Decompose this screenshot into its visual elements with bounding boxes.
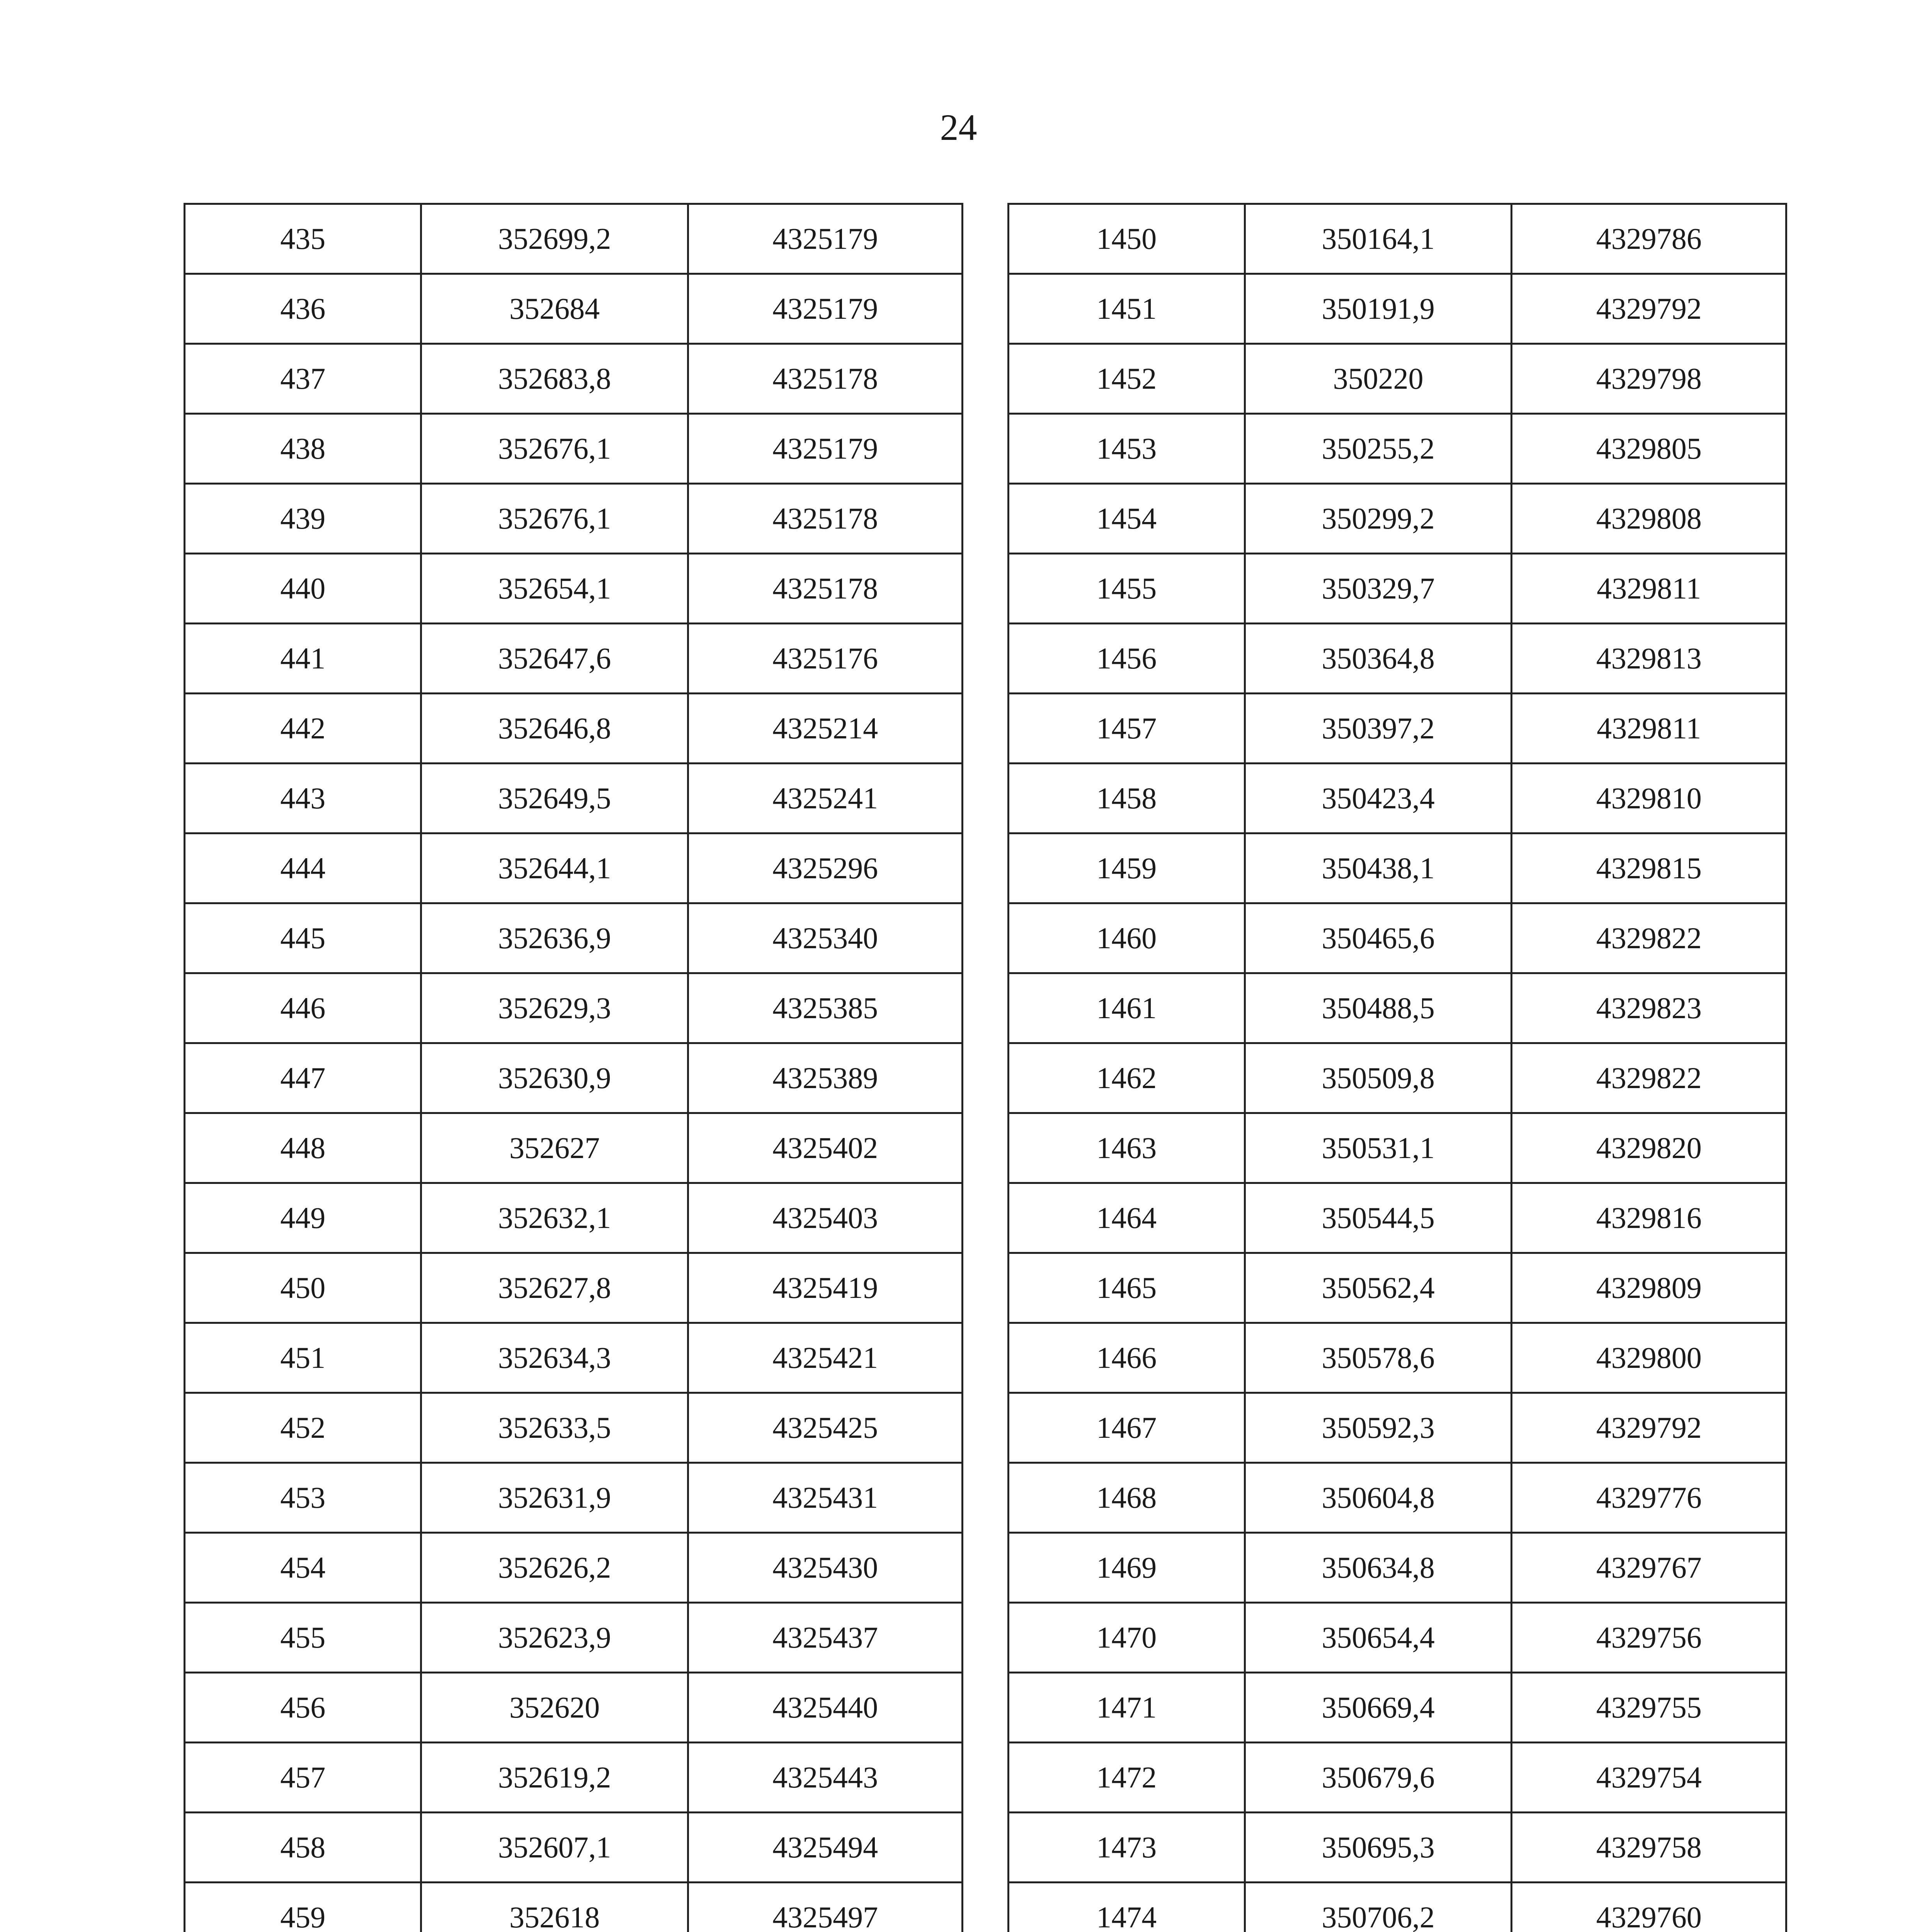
page-number: 24 xyxy=(940,107,977,148)
right-x-coordinate: 350397,2 xyxy=(1245,694,1511,764)
left-x-coordinate: 352684 xyxy=(421,274,688,344)
right-y-coordinate: 4329798 xyxy=(1512,344,1786,414)
table-row xyxy=(185,1253,1786,1323)
left-point-number: 457 xyxy=(185,1743,421,1813)
column-gap xyxy=(963,1533,1008,1603)
right-y-coordinate: 4329767 xyxy=(1512,1533,1786,1603)
right-x-coordinate: 350164,1 xyxy=(1245,204,1511,274)
left-x-coordinate: 352618 xyxy=(421,1883,688,1932)
table-row xyxy=(185,1113,1786,1183)
left-point-number: 442 xyxy=(185,694,421,764)
left-x-coordinate: 352676,1 xyxy=(421,484,688,554)
right-y-coordinate: 4329811 xyxy=(1512,694,1786,764)
column-gap xyxy=(963,833,1008,903)
right-point-number: 1469 xyxy=(1008,1533,1245,1603)
right-point-number: 1473 xyxy=(1008,1813,1245,1883)
right-x-coordinate: 350592,3 xyxy=(1245,1393,1511,1463)
left-y-coordinate: 4325440 xyxy=(688,1673,963,1743)
left-y-coordinate: 4325179 xyxy=(688,274,963,344)
table-row xyxy=(185,1533,1786,1603)
right-point-number: 1452 xyxy=(1008,344,1245,414)
left-x-coordinate: 352623,9 xyxy=(421,1603,688,1673)
left-point-number: 446 xyxy=(185,973,421,1043)
column-gap xyxy=(963,414,1008,484)
right-y-coordinate: 4329792 xyxy=(1512,1393,1786,1463)
left-y-coordinate: 4325179 xyxy=(688,204,963,274)
right-x-coordinate: 350438,1 xyxy=(1245,833,1511,903)
column-gap xyxy=(963,344,1008,414)
left-x-coordinate: 352649,5 xyxy=(421,764,688,833)
left-y-coordinate: 4325437 xyxy=(688,1603,963,1673)
table-row xyxy=(185,1603,1786,1673)
right-x-coordinate: 350706,2 xyxy=(1245,1883,1511,1932)
right-point-number: 1457 xyxy=(1008,694,1245,764)
left-y-coordinate: 4325241 xyxy=(688,764,963,833)
left-point-number: 448 xyxy=(185,1113,421,1183)
column-gap xyxy=(963,1253,1008,1323)
left-x-coordinate: 352629,3 xyxy=(421,973,688,1043)
right-x-coordinate: 350679,6 xyxy=(1245,1743,1511,1813)
right-point-number: 1455 xyxy=(1008,554,1245,624)
table-row xyxy=(185,1673,1786,1743)
column-gap xyxy=(963,1743,1008,1813)
left-point-number: 453 xyxy=(185,1463,421,1533)
left-y-coordinate: 4325178 xyxy=(688,554,963,624)
table-row xyxy=(185,624,1786,694)
right-x-coordinate: 350695,3 xyxy=(1245,1813,1511,1883)
right-x-coordinate: 350364,8 xyxy=(1245,624,1511,694)
right-point-number: 1459 xyxy=(1008,833,1245,903)
right-y-coordinate: 4329815 xyxy=(1512,833,1786,903)
left-point-number: 436 xyxy=(185,274,421,344)
left-point-number: 450 xyxy=(185,1253,421,1323)
right-point-number: 1466 xyxy=(1008,1323,1245,1393)
left-y-coordinate: 4325389 xyxy=(688,1043,963,1113)
column-gap xyxy=(963,1883,1008,1932)
left-y-coordinate: 4325296 xyxy=(688,833,963,903)
left-x-coordinate: 352636,9 xyxy=(421,903,688,973)
right-x-coordinate: 350604,8 xyxy=(1245,1463,1511,1533)
right-point-number: 1464 xyxy=(1008,1183,1245,1253)
right-y-coordinate: 4329786 xyxy=(1512,204,1786,274)
column-gap xyxy=(963,204,1008,274)
left-y-coordinate: 4325430 xyxy=(688,1533,963,1603)
right-y-coordinate: 4329813 xyxy=(1512,624,1786,694)
column-gap xyxy=(963,1113,1008,1183)
left-point-number: 451 xyxy=(185,1323,421,1393)
column-gap xyxy=(963,1673,1008,1743)
column-gap xyxy=(963,1043,1008,1113)
right-y-coordinate: 4329760 xyxy=(1512,1883,1786,1932)
right-x-coordinate: 350544,5 xyxy=(1245,1183,1511,1253)
left-x-coordinate: 352627,8 xyxy=(421,1253,688,1323)
right-x-coordinate: 350488,5 xyxy=(1245,973,1511,1043)
right-y-coordinate: 4329792 xyxy=(1512,274,1786,344)
right-y-coordinate: 4329809 xyxy=(1512,1253,1786,1323)
left-y-coordinate: 4325176 xyxy=(688,624,963,694)
left-x-coordinate: 352676,1 xyxy=(421,414,688,484)
right-point-number: 1471 xyxy=(1008,1673,1245,1743)
table-row xyxy=(185,1743,1786,1813)
right-y-coordinate: 4329811 xyxy=(1512,554,1786,624)
column-gap xyxy=(963,1183,1008,1253)
coordinates-table-body xyxy=(185,204,1786,1932)
right-point-number: 1450 xyxy=(1008,204,1245,274)
left-y-coordinate: 4325497 xyxy=(688,1883,963,1932)
left-point-number: 454 xyxy=(185,1533,421,1603)
right-point-number: 1462 xyxy=(1008,1043,1245,1113)
right-y-coordinate: 4329776 xyxy=(1512,1463,1786,1533)
table-row xyxy=(185,1043,1786,1113)
left-point-number: 438 xyxy=(185,414,421,484)
table-row xyxy=(185,903,1786,973)
right-y-coordinate: 4329758 xyxy=(1512,1813,1786,1883)
left-y-coordinate: 4325443 xyxy=(688,1743,963,1813)
right-point-number: 1458 xyxy=(1008,764,1245,833)
right-point-number: 1460 xyxy=(1008,903,1245,973)
table-row xyxy=(185,414,1786,484)
left-x-coordinate: 352631,9 xyxy=(421,1463,688,1533)
right-x-coordinate: 350255,2 xyxy=(1245,414,1511,484)
right-y-coordinate: 4329822 xyxy=(1512,1043,1786,1113)
right-y-coordinate: 4329816 xyxy=(1512,1183,1786,1253)
left-x-coordinate: 352654,1 xyxy=(421,554,688,624)
table-row xyxy=(185,1393,1786,1463)
right-y-coordinate: 4329805 xyxy=(1512,414,1786,484)
left-x-coordinate: 352699,2 xyxy=(421,204,688,274)
right-point-number: 1463 xyxy=(1008,1113,1245,1183)
left-y-coordinate: 4325340 xyxy=(688,903,963,973)
left-x-coordinate: 352634,3 xyxy=(421,1323,688,1393)
right-point-number: 1468 xyxy=(1008,1463,1245,1533)
table-row xyxy=(185,764,1786,833)
right-x-coordinate: 350531,1 xyxy=(1245,1113,1511,1183)
table-row xyxy=(185,1323,1786,1393)
left-x-coordinate: 352620 xyxy=(421,1673,688,1743)
right-x-coordinate: 350191,9 xyxy=(1245,274,1511,344)
left-y-coordinate: 4325178 xyxy=(688,344,963,414)
coordinates-table xyxy=(184,203,1787,1932)
right-x-coordinate: 350578,6 xyxy=(1245,1323,1511,1393)
table-row xyxy=(185,973,1786,1043)
left-y-coordinate: 4325402 xyxy=(688,1113,963,1183)
table-row xyxy=(185,1883,1786,1932)
left-x-coordinate: 352644,1 xyxy=(421,833,688,903)
right-x-coordinate: 350465,6 xyxy=(1245,903,1511,973)
left-point-number: 449 xyxy=(185,1183,421,1253)
left-y-coordinate: 4325419 xyxy=(688,1253,963,1323)
left-y-coordinate: 4325494 xyxy=(688,1813,963,1883)
left-x-coordinate: 352632,1 xyxy=(421,1183,688,1253)
right-y-coordinate: 4329755 xyxy=(1512,1673,1786,1743)
left-y-coordinate: 4325179 xyxy=(688,414,963,484)
left-y-coordinate: 4325214 xyxy=(688,694,963,764)
right-y-coordinate: 4329810 xyxy=(1512,764,1786,833)
right-x-coordinate: 350423,4 xyxy=(1245,764,1511,833)
right-x-coordinate: 350562,4 xyxy=(1245,1253,1511,1323)
table-row xyxy=(185,554,1786,624)
left-x-coordinate: 352646,8 xyxy=(421,694,688,764)
right-y-coordinate: 4329823 xyxy=(1512,973,1786,1043)
left-point-number: 456 xyxy=(185,1673,421,1743)
right-x-coordinate: 350654,4 xyxy=(1245,1603,1511,1673)
column-gap xyxy=(963,1813,1008,1883)
left-y-coordinate: 4325421 xyxy=(688,1323,963,1393)
column-gap xyxy=(963,554,1008,624)
column-gap xyxy=(963,973,1008,1043)
right-point-number: 1474 xyxy=(1008,1883,1245,1932)
left-x-coordinate: 352683,8 xyxy=(421,344,688,414)
column-gap xyxy=(963,624,1008,694)
left-x-coordinate: 352626,2 xyxy=(421,1533,688,1603)
column-gap xyxy=(963,484,1008,554)
column-gap xyxy=(963,1393,1008,1463)
left-y-coordinate: 4325178 xyxy=(688,484,963,554)
right-point-number: 1451 xyxy=(1008,274,1245,344)
left-y-coordinate: 4325403 xyxy=(688,1183,963,1253)
right-y-coordinate: 4329756 xyxy=(1512,1603,1786,1673)
right-point-number: 1470 xyxy=(1008,1603,1245,1673)
table-row xyxy=(185,274,1786,344)
right-point-number: 1461 xyxy=(1008,973,1245,1043)
left-y-coordinate: 4325385 xyxy=(688,973,963,1043)
table-row xyxy=(185,694,1786,764)
right-point-number: 1456 xyxy=(1008,624,1245,694)
right-y-coordinate: 4329800 xyxy=(1512,1323,1786,1393)
column-gap xyxy=(963,764,1008,833)
table-row xyxy=(185,1183,1786,1253)
column-gap xyxy=(963,1463,1008,1533)
table-row xyxy=(185,1463,1786,1533)
right-y-coordinate: 4329822 xyxy=(1512,903,1786,973)
right-point-number: 1453 xyxy=(1008,414,1245,484)
left-x-coordinate: 352647,6 xyxy=(421,624,688,694)
left-y-coordinate: 4325425 xyxy=(688,1393,963,1463)
left-point-number: 445 xyxy=(185,903,421,973)
right-point-number: 1454 xyxy=(1008,484,1245,554)
left-point-number: 458 xyxy=(185,1813,421,1883)
right-point-number: 1465 xyxy=(1008,1253,1245,1323)
left-point-number: 459 xyxy=(185,1883,421,1932)
left-x-coordinate: 352619,2 xyxy=(421,1743,688,1813)
table-row xyxy=(185,204,1786,274)
left-point-number: 447 xyxy=(185,1043,421,1113)
right-point-number: 1467 xyxy=(1008,1393,1245,1463)
column-gap xyxy=(963,903,1008,973)
right-x-coordinate: 350329,7 xyxy=(1245,554,1511,624)
left-point-number: 444 xyxy=(185,833,421,903)
table-row xyxy=(185,484,1786,554)
left-point-number: 437 xyxy=(185,344,421,414)
table-row xyxy=(185,833,1786,903)
right-x-coordinate: 350220 xyxy=(1245,344,1511,414)
left-point-number: 441 xyxy=(185,624,421,694)
left-point-number: 452 xyxy=(185,1393,421,1463)
right-y-coordinate: 4329754 xyxy=(1512,1743,1786,1813)
right-y-coordinate: 4329808 xyxy=(1512,484,1786,554)
left-x-coordinate: 352607,1 xyxy=(421,1813,688,1883)
column-gap xyxy=(963,1323,1008,1393)
table-row xyxy=(185,1813,1786,1883)
left-x-coordinate: 352633,5 xyxy=(421,1393,688,1463)
left-y-coordinate: 4325431 xyxy=(688,1463,963,1533)
column-gap xyxy=(963,694,1008,764)
right-x-coordinate: 350669,4 xyxy=(1245,1673,1511,1743)
right-point-number: 1472 xyxy=(1008,1743,1245,1813)
left-point-number: 455 xyxy=(185,1603,421,1673)
left-point-number: 443 xyxy=(185,764,421,833)
column-gap xyxy=(963,274,1008,344)
table-row xyxy=(185,344,1786,414)
left-x-coordinate: 352630,9 xyxy=(421,1043,688,1113)
right-x-coordinate: 350299,2 xyxy=(1245,484,1511,554)
left-point-number: 439 xyxy=(185,484,421,554)
right-x-coordinate: 350634,8 xyxy=(1245,1533,1511,1603)
right-y-coordinate: 4329820 xyxy=(1512,1113,1786,1183)
left-point-number: 440 xyxy=(185,554,421,624)
left-point-number: 435 xyxy=(185,204,421,274)
left-x-coordinate: 352627 xyxy=(421,1113,688,1183)
right-x-coordinate: 350509,8 xyxy=(1245,1043,1511,1113)
column-gap xyxy=(963,1603,1008,1673)
